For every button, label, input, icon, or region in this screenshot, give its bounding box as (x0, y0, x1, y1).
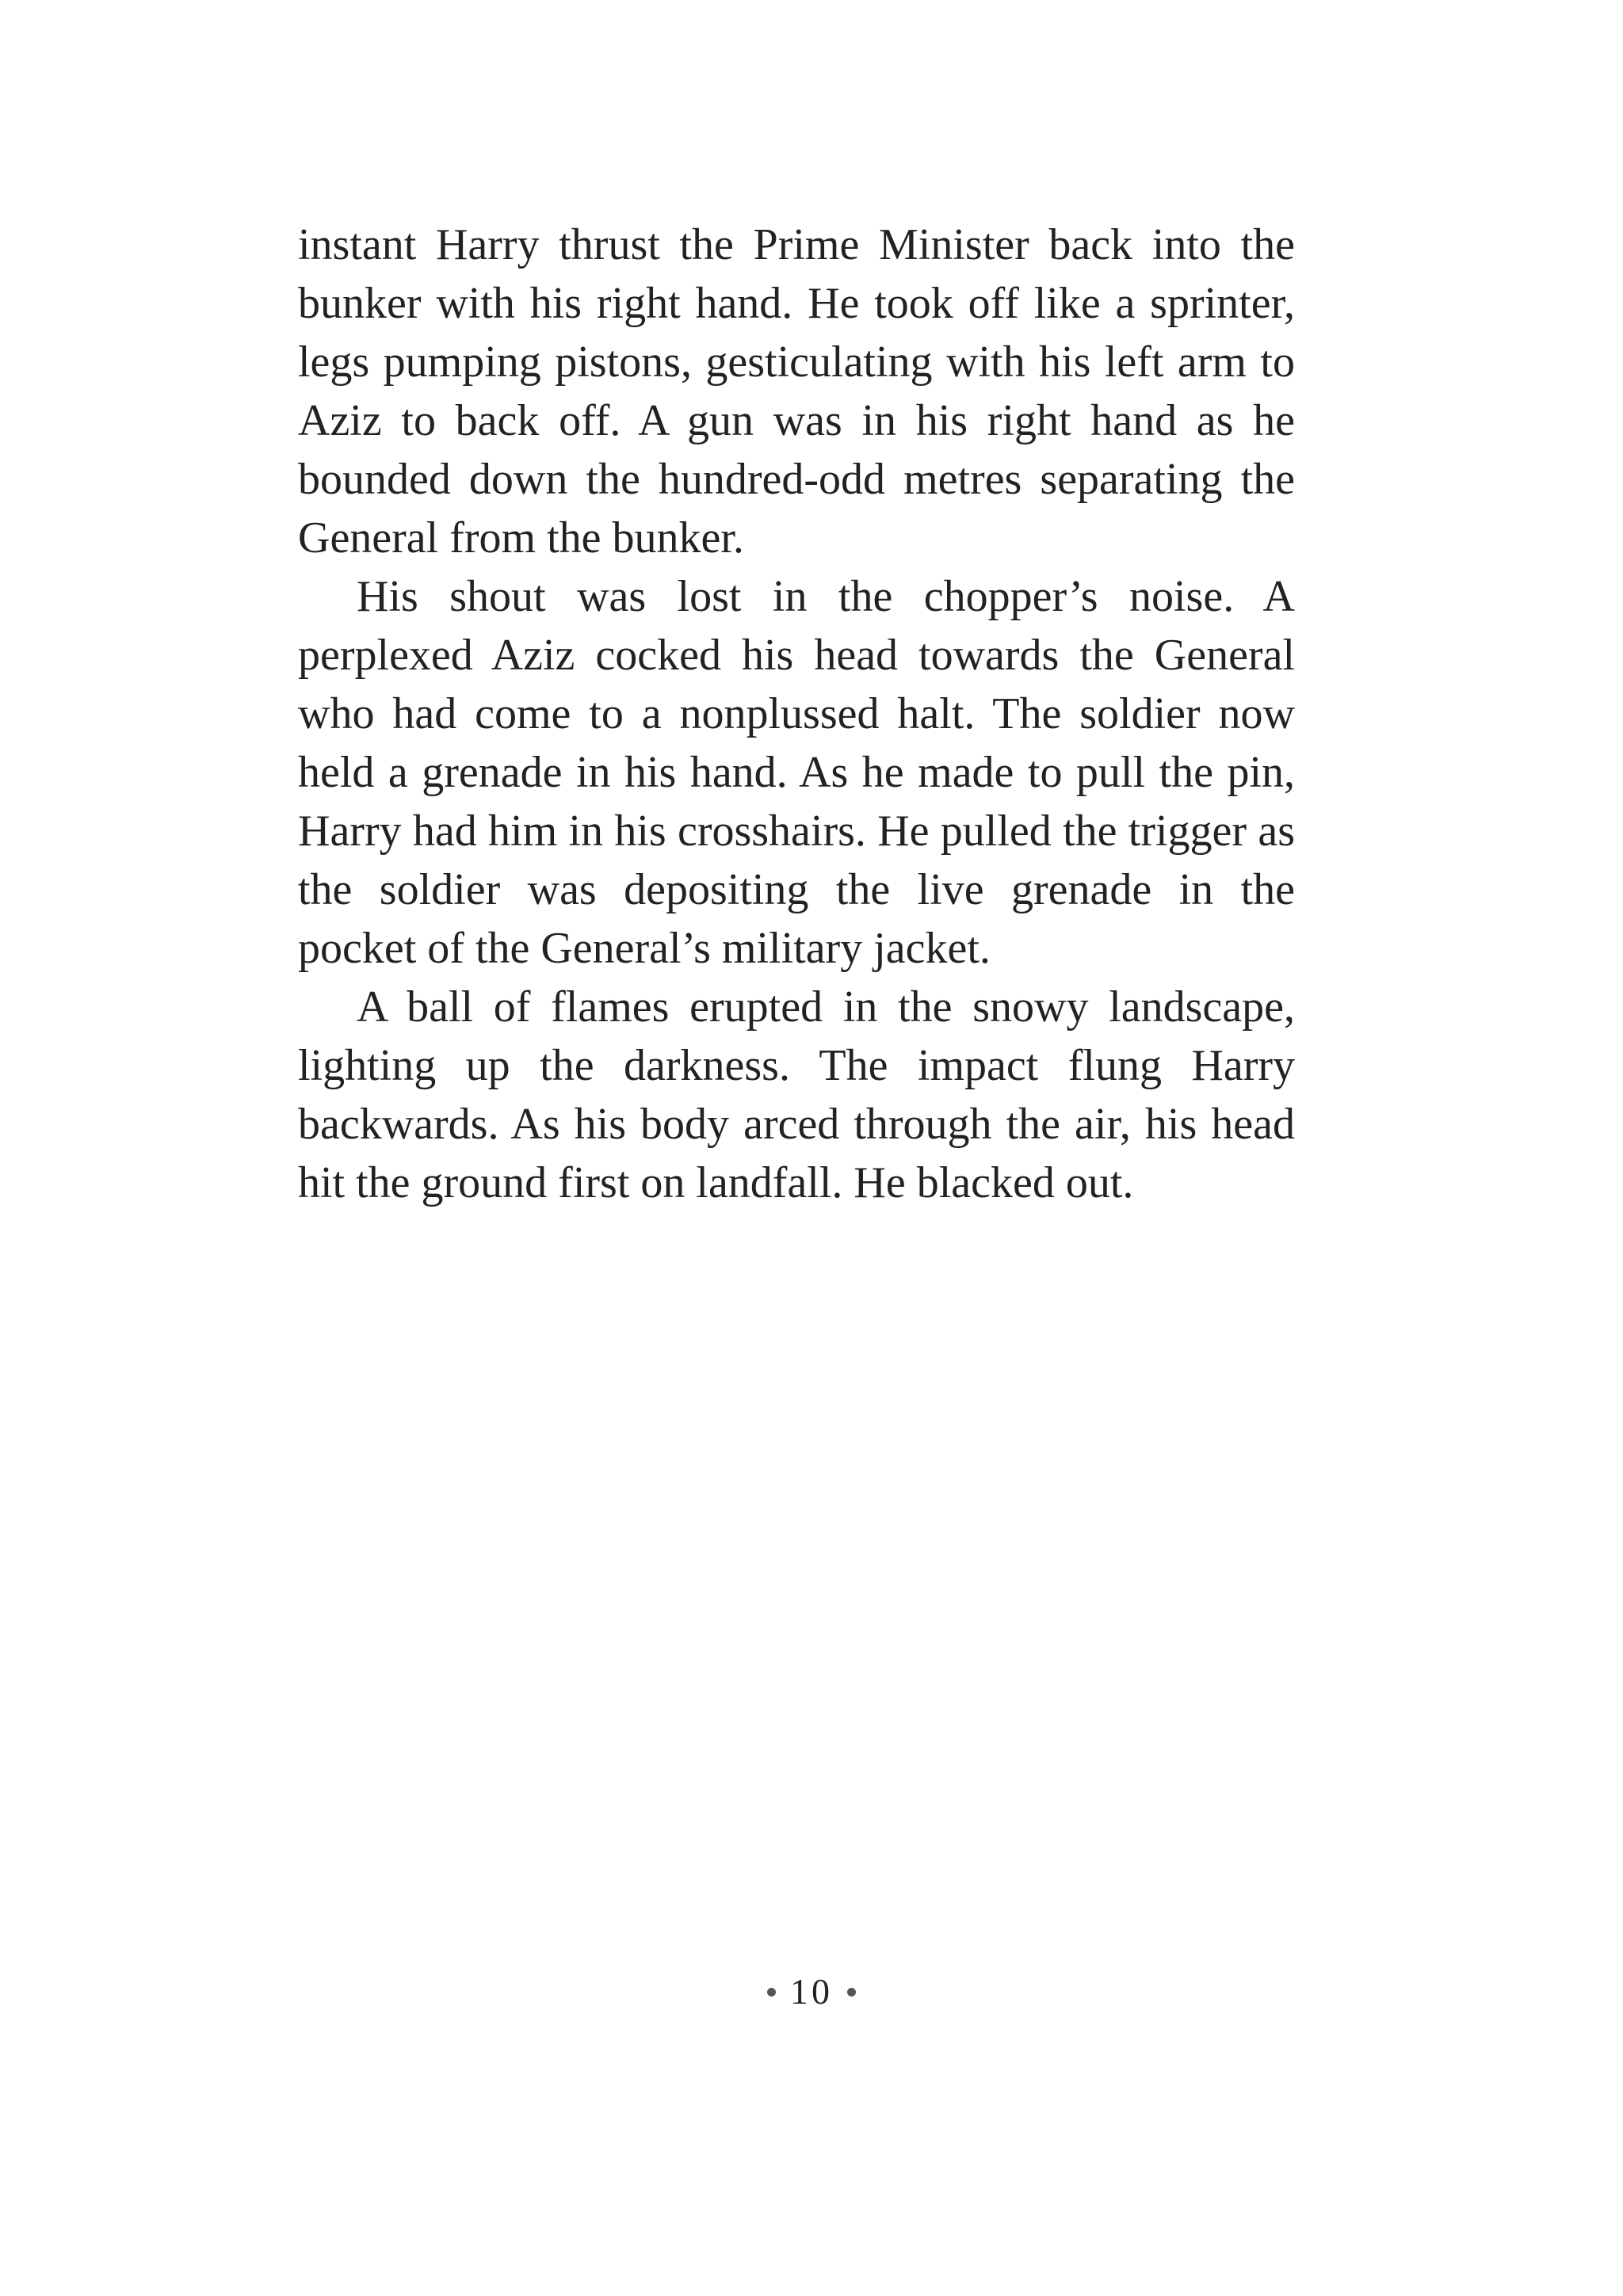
body-text (298, 215, 1295, 1212)
paragraph: A ball of flames erupted in the snowy landscape, lighting up the darkness. The impact flung Harry backwards. As his body arced through the air, his head hit the ground first on landfall. He blacked out. (298, 982, 1295, 1207)
page-number: 10 (790, 1971, 833, 2012)
bullet-ornament-left (767, 1988, 776, 1997)
page-number-footer (0, 1968, 1623, 2016)
paragraph: His shout was lost in the chopper’s noise. A perplexed Aziz cocked his head towards the General who had come to a nonplussed halt. The soldier now held a grenade in his hand. As he made to pull the pin, Harry had him in his crosshairs. He pulled the trigger as the soldier was depositing the live grenade in the pocket of the General’s military jacket. (298, 572, 1295, 973)
bullet-ornament-right (847, 1988, 856, 1997)
paragraph-continued: instant Harry thrust the Prime Minister back into the bunker with his right hand. He took off like a sprinter, legs pumping pistons, gesticulating with his left arm to Aziz to back off. A gun was in his right hand as he bounded down the hundred-odd metres separating the General from the bunker. (298, 220, 1295, 563)
